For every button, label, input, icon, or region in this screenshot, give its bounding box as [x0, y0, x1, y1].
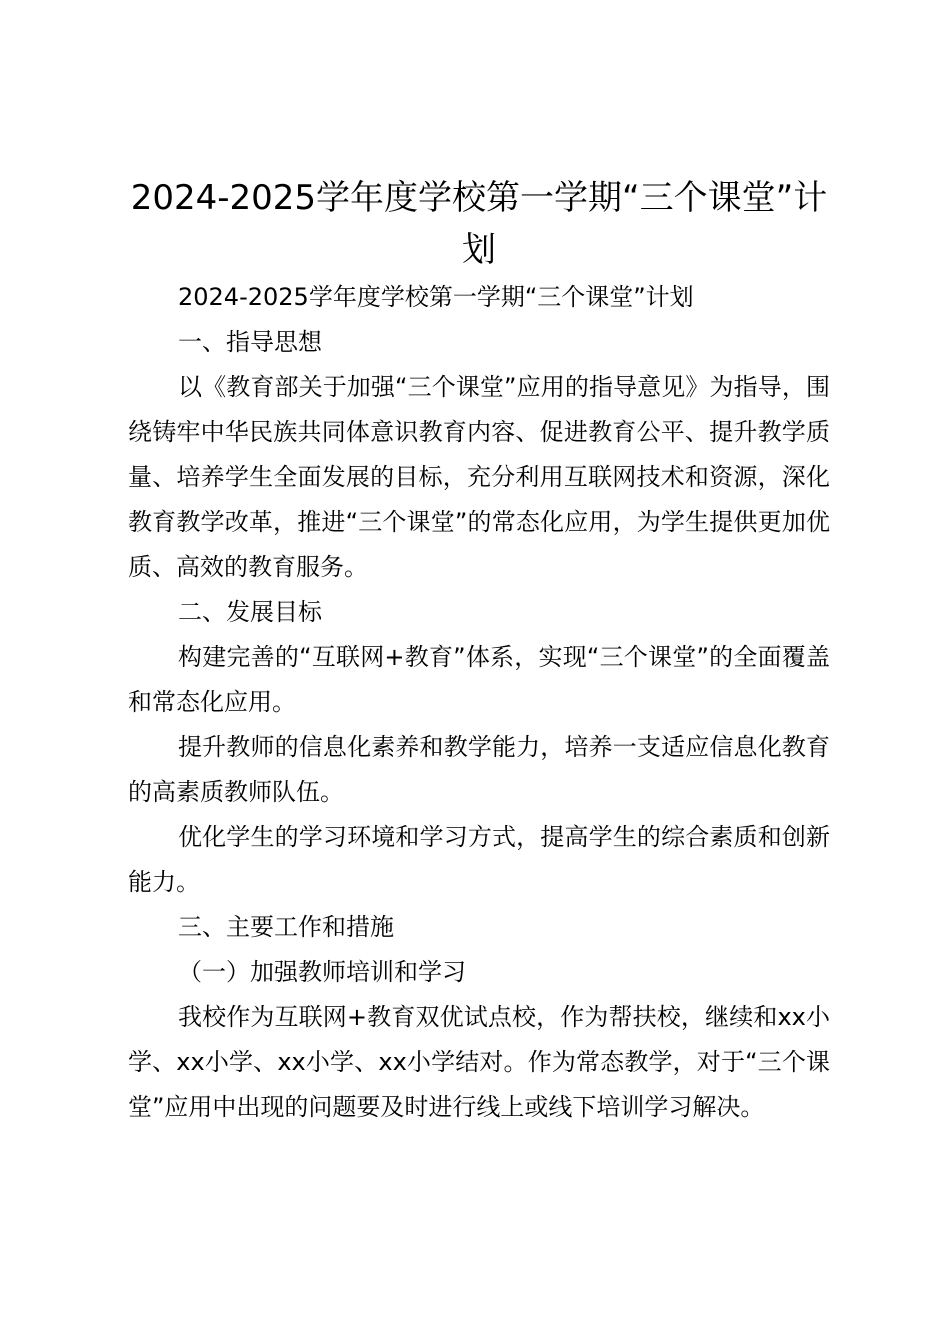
document-body	[128, 275, 830, 1130]
body-paragraph: 构建完善的“互联网+教育”体系，实现“三个课堂”的全面覆盖和常态化应用。	[128, 643, 830, 716]
document-title: 2024-2025学年度学校第一学期“三个课堂”计划	[130, 178, 828, 270]
subsection-heading-teacher-training: （一）加强教师培训和学习	[178, 958, 466, 986]
body-paragraph: 提升教师的信息化素养和教学能力，培养一支适应信息化教育的高素质教师队伍。	[128, 733, 830, 806]
subtitle-paragraph: 2024-2025学年度学校第一学期“三个课堂”计划	[178, 283, 694, 311]
section-heading-development-goals: 二、发展目标	[178, 598, 322, 626]
body-paragraph: 以《教育部关于加强“三个课堂”应用的指导意见》为指导，围绕铸牢中华民族共同体意识教育内容、促进教育公平、提升教学质量、培养学生全面发展的目标，充分利用互联网技术和资源，深化教育教学改革，推进“三个课堂”的常态化应用，为学生提供更加优质、高效的教育服务。	[128, 373, 830, 581]
body-paragraph: 我校作为互联网+教育双优试点校，作为帮扶校，继续和xx小学、xx小学、xx小学、xx小学结对。作为常态教学，对于“三个课堂”应用中出现的问题要及时进行线上或线下培训学习解决。	[128, 1003, 830, 1121]
section-heading-main-work: 三、主要工作和措施	[178, 913, 394, 941]
body-paragraph: 优化学生的学习环境和学习方式，提高学生的综合素质和创新能力。	[128, 823, 830, 896]
section-heading-guiding-ideology: 一、指导思想	[178, 328, 322, 356]
